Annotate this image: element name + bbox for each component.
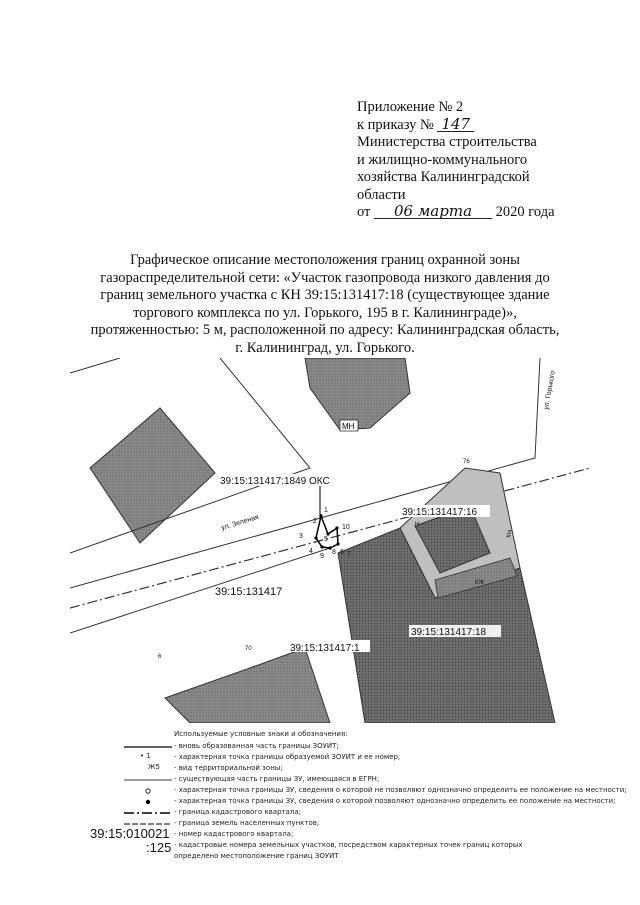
- legend-row: [90, 785, 627, 796]
- appendix-header: [357, 99, 597, 222]
- ministry-line-4: области: [357, 186, 406, 203]
- legend-row: [90, 763, 610, 774]
- date-line: [357, 204, 597, 222]
- legend-symbol-existing-boundary: [90, 774, 172, 785]
- parcel-label-16: 39:15:131417:16: [402, 507, 478, 518]
- legend-symbol-new-boundary: [90, 741, 172, 752]
- date-prefix: от: [357, 204, 371, 220]
- title-line-4: торгового комплекса по ул. Горького, 195 в г. Калининграде)»,: [133, 304, 517, 321]
- building-top-left: [90, 408, 215, 543]
- order-prefix: к приказу №: [357, 116, 434, 133]
- legend-text: - кадастровые номера земельных участков, посредством характерных точек границ которых: [174, 841, 523, 849]
- legend-text: - граница земель населенных пунктов;: [174, 819, 320, 827]
- legend-symbol-parcel-number: :125: [146, 840, 172, 855]
- legend-symbol-open-point: [90, 785, 172, 796]
- building-label-kn: КН: [506, 529, 514, 539]
- zone-point: [319, 514, 322, 517]
- date-handwritten: 06 марта: [374, 204, 492, 219]
- zone-point: [336, 542, 339, 545]
- cadastral-map: [70, 358, 590, 723]
- zone-point-number: 1: [324, 507, 328, 514]
- title-line-5: протяженностью: 5 м, расположенной по адресу: Калининградская область,: [90, 322, 560, 338]
- building-label-kzh: КЖ: [475, 580, 485, 586]
- title-line-2: газораспределительной сети: «Участок газопровода низкого давления до: [100, 269, 550, 286]
- parcel-label-oks: 39:15:131417:1849 ОКС: [220, 476, 330, 487]
- street-label-zelenaya: ул. Зеленая: [220, 513, 260, 532]
- building-bottom-left: [165, 648, 330, 723]
- zone-point: [314, 536, 317, 539]
- legend-row: [90, 796, 616, 807]
- legend-row: [90, 741, 610, 752]
- date-suffix: 2020 года: [495, 204, 555, 220]
- order-line: [357, 114, 597, 135]
- parcel-label-1: 39:15:131417:1: [290, 643, 360, 654]
- map-legend: [90, 730, 627, 862]
- title-line-3: границ земельного участка с КН 39:15:131417:18 (существующее здание: [100, 287, 550, 303]
- ministry-line-3: хозяйства Калининградской: [357, 169, 530, 185]
- legend-row: [90, 774, 610, 785]
- title-line-6: г. Калининград, ул. Горького.: [235, 339, 415, 356]
- building-mn: [305, 358, 410, 430]
- building-mn-label: МН: [342, 422, 355, 431]
- zone-point-number: 10: [342, 524, 350, 531]
- legend-text: - номер кадастрового квартала;: [174, 830, 294, 838]
- legend-text: определено местоположение границ ЗОУИТ: [174, 852, 339, 860]
- appendix-number: Приложение № 2: [357, 99, 464, 115]
- legend-text: - характерная точка границы ЗУ, сведения о которой позволяют однозначно определить ее положение на местности;: [174, 797, 616, 805]
- street-line-1: [70, 358, 120, 373]
- legend-symbol-quarter-boundary: [90, 807, 172, 818]
- zone-point-number: 8: [332, 549, 336, 556]
- legend-symbol-zone: Ж5: [148, 763, 160, 771]
- street-line-4: [70, 548, 330, 633]
- legend-text: - характерная точка границы образуемой ЗОУИТ и ее номер;: [174, 753, 401, 761]
- zone-point-number: 3: [299, 533, 303, 540]
- small-label-70: 70: [245, 646, 252, 652]
- zone-point-number: 7: [347, 551, 351, 558]
- quarter-label: 39:15:131417: [215, 586, 283, 598]
- zone-point: [335, 526, 338, 529]
- legend-row: [90, 807, 610, 818]
- legend-text: - характерная точка границы ЗУ, сведения о которой не позволяют однозначно определить ее положение на местности;: [174, 786, 627, 794]
- legend-symbol-filled-point: [90, 796, 172, 807]
- zone-point-number: 2: [313, 518, 317, 525]
- legend-text: - вид территориальной зоны;: [174, 764, 283, 772]
- legend-symbol-quarter-number: 39:15:010021: [90, 826, 170, 841]
- legend-text: - существующая часть границы ЗУ, имеющаяся в ЕГРН;: [174, 775, 380, 783]
- legend-symbol-point: • 1: [140, 752, 151, 760]
- zone-point-number: 5: [324, 536, 328, 543]
- order-number-handwritten: 147: [437, 117, 474, 132]
- legend-title: Используемые условные знаки и обозначения:: [174, 730, 348, 738]
- zone-point-number: 9: [320, 553, 324, 560]
- legend-text: - граница кадастрового квартала;: [174, 808, 302, 816]
- ministry-line-2: и жилищно-коммунального: [357, 151, 528, 168]
- document-title: [90, 252, 560, 357]
- zone-point-number: 6: [340, 549, 344, 556]
- legend-text: - вновь образованная часть границы ЗОУИТ;: [174, 742, 339, 750]
- legend-row: [90, 840, 610, 855]
- small-label-76: 76: [463, 459, 470, 465]
- zone-point-number: 4: [309, 548, 313, 555]
- parcel-label-18: 39:15:131417:18: [411, 627, 487, 638]
- street-label-gorkogo: ул. Горького: [543, 370, 557, 411]
- legend-row: [90, 851, 610, 862]
- small-label-6: 6: [158, 654, 162, 660]
- ministry-line-1: Министерства строительства: [357, 134, 537, 150]
- building-label-n: Н: [415, 522, 420, 528]
- legend-row: [90, 752, 610, 763]
- title-line-1: Графическое описание местоположения границ охранной зоны: [130, 252, 520, 268]
- legend-row: [90, 826, 610, 841]
- zone-boundary: [316, 516, 338, 548]
- zone-point: [320, 545, 323, 548]
